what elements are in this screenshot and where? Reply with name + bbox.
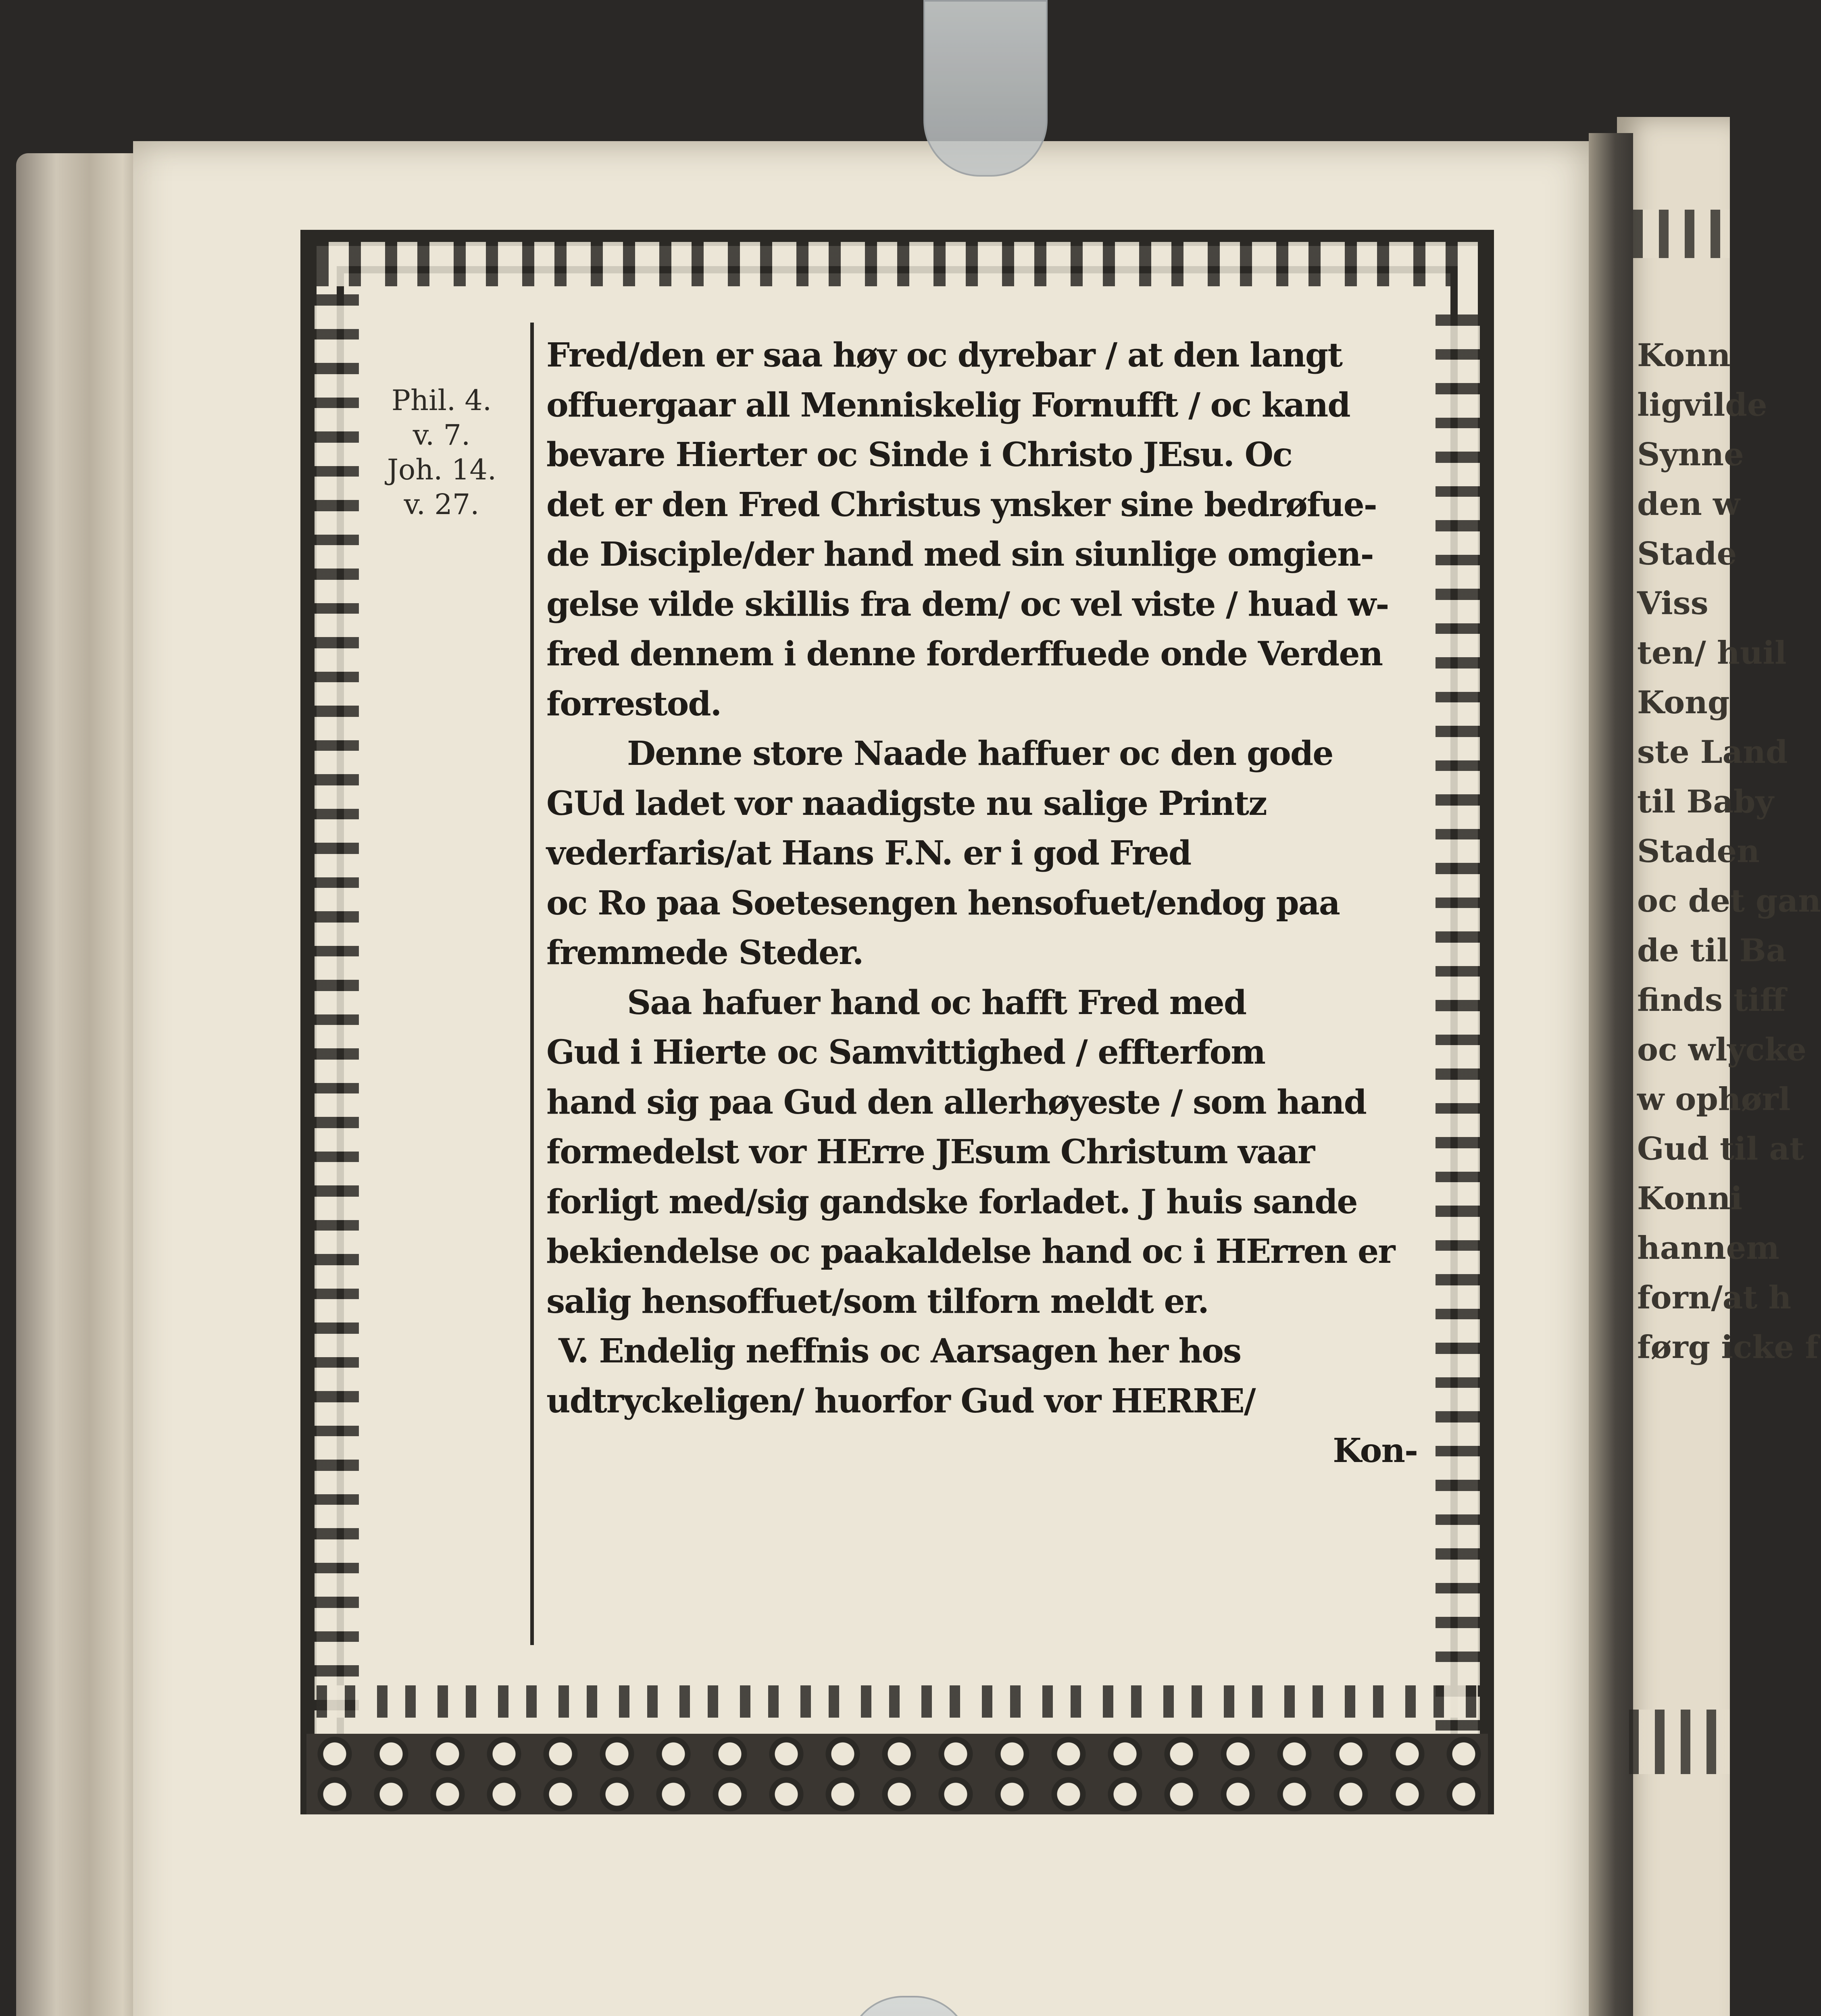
book-gutter (1589, 133, 1633, 2016)
text-line: det er den Fred Christus ynsker sine bedrøfue- (546, 485, 1377, 524)
border-right-ornament (1436, 314, 1480, 1750)
text-line: de Disciple/der hand med sin siunlige omgien- (546, 535, 1373, 574)
facing-text-line: oc det gan (1637, 883, 1821, 919)
facing-text-line: Stade (1637, 535, 1737, 572)
text-line: Gud i Hierte oc Samvittighed / effterfom (546, 1033, 1265, 1072)
text-line: gelse vilde skillis fra dem/ oc vel viste / huad w- (546, 585, 1389, 624)
facing-text-line: w ophørl (1637, 1081, 1791, 1118)
floral-footer-ornament (306, 1734, 1488, 1814)
facing-text-line: Kong (1637, 684, 1730, 721)
facing-page-border-bottom (1629, 1710, 1730, 1774)
text-line: salig hensoffuet/som tilforn meldt er. (546, 1282, 1208, 1321)
facing-text-line: ten/ huil (1637, 635, 1787, 671)
margin-note: v. 27. (404, 488, 479, 521)
top-page-clip (923, 0, 1048, 177)
catchword: Kon- (1333, 1431, 1417, 1470)
facing-text-line: de til Ba (1637, 932, 1787, 969)
facing-text-line: finds tiff (1637, 982, 1786, 1018)
text-line: bevare Hierter oc Sinde i Christo JEsu. Oc (546, 435, 1292, 474)
text-line: fremmede Steder. (546, 933, 863, 972)
facing-text-line: ste Land (1637, 734, 1788, 771)
text-line: udtryckeligen/ huorfor Gud vor HERRE/ (546, 1381, 1255, 1420)
body-text (546, 331, 1417, 1476)
text-line: Saa hafuer hand oc hafft Fred med (627, 983, 1246, 1022)
facing-text-line: Viss (1637, 585, 1708, 622)
facing-page-border-top (1633, 210, 1730, 258)
text-line: GUd ladet vor naadigste nu salige Printz (546, 784, 1267, 823)
text-line: formedelst vor HErre JEsum Christum vaar (546, 1133, 1315, 1171)
text-line: oc Ro paa Soetesengen hensofuet/endog paa (546, 883, 1340, 923)
text-line: vederfaris/at Hans F.N. er i god Fred (546, 834, 1191, 873)
facing-text-line: oc wlycke (1637, 1031, 1806, 1068)
facing-text-line: Konn (1637, 337, 1731, 374)
margin-note: Joh. 14. (387, 453, 497, 486)
text-line: forligt med/sig gandske forladet. J huis sande (546, 1182, 1357, 1221)
facing-text-line: Staden (1637, 833, 1760, 870)
text-line: forrestod. (546, 684, 721, 723)
text-line: hand sig paa Gud den allerhøyeste / som hand (546, 1083, 1366, 1122)
text-line: Fred/den er saa høy oc dyrebar / at den langt (546, 336, 1342, 375)
facing-page-text (1637, 331, 1821, 1372)
text-line: Denne store Naade haffuer oc den gode (627, 734, 1333, 773)
facing-text-line: førg icke f (1637, 1329, 1819, 1366)
margin-references (387, 383, 496, 522)
margin-note: Phil. 4. (391, 384, 492, 417)
margin-rule (530, 323, 534, 1645)
border-bottom-ornament (317, 1685, 1478, 1718)
text-line: offuergaar all Menniskelig Fornufft / oc kand (546, 385, 1350, 425)
facing-text-line: Synne (1637, 436, 1744, 473)
border-top-ornament (317, 242, 1478, 286)
text-line: bekiendelse oc paakaldelse hand oc i HErren er (546, 1232, 1395, 1271)
border-left-ornament (315, 294, 359, 1746)
facing-text-line: Gud til at (1637, 1131, 1804, 1167)
facing-text-line: den w (1637, 486, 1740, 523)
margin-note: v. 7. (413, 419, 471, 452)
text-line: fred dennem i denne forderffuede onde Verden (546, 635, 1383, 673)
facing-text-line: til Baby (1637, 783, 1774, 820)
book-page-edges (16, 153, 149, 2016)
facing-text-line: forn/at h (1637, 1279, 1792, 1316)
facing-text-line: hannem (1637, 1230, 1779, 1266)
facing-text-line: Konni (1637, 1180, 1743, 1217)
facing-text-line: ligvilde (1637, 387, 1767, 423)
text-line: V. Endelig neffnis oc Aarsagen her hos (558, 1332, 1241, 1370)
